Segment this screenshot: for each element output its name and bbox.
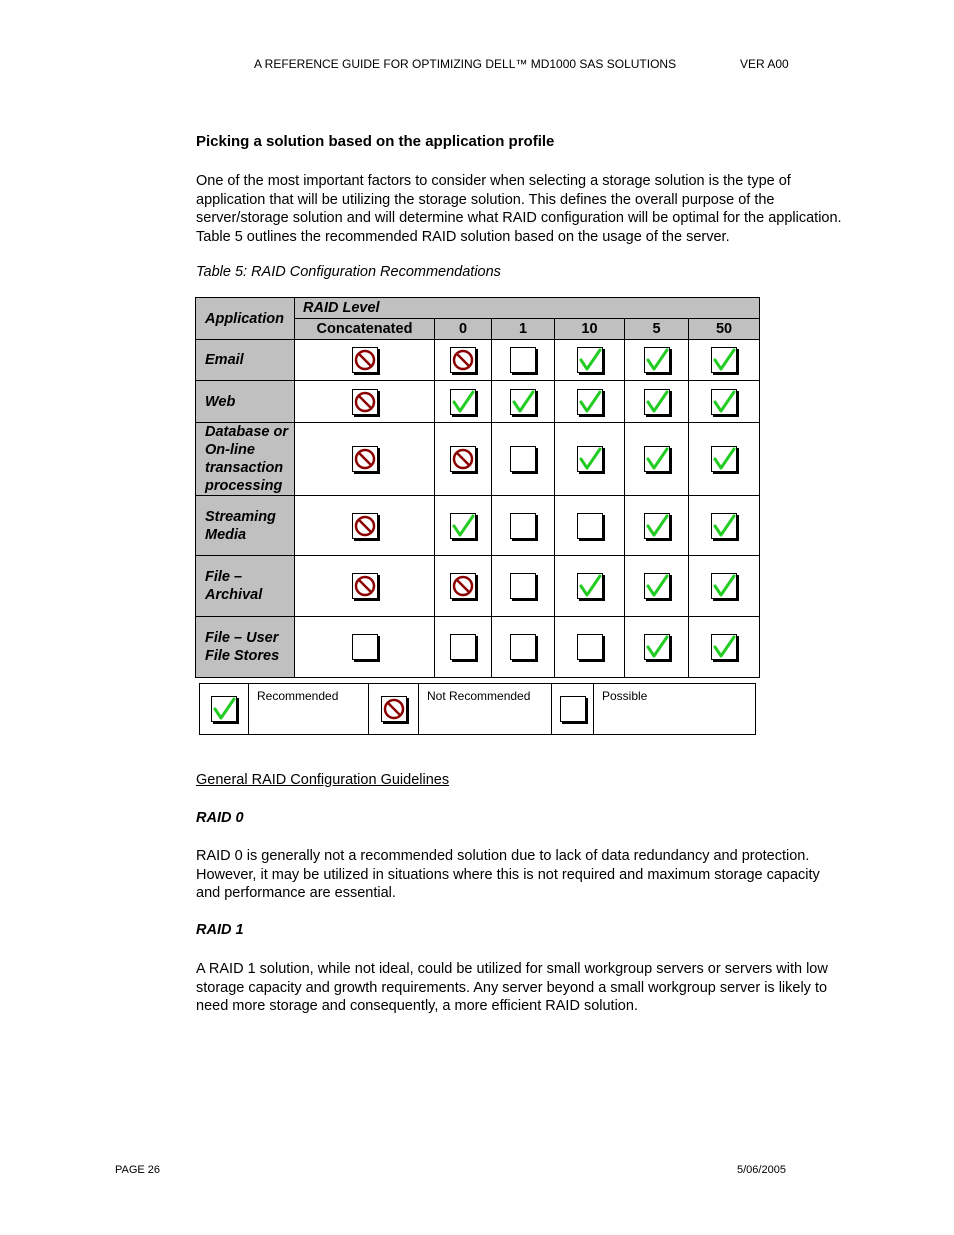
check-icon bbox=[711, 513, 737, 539]
cell-level-5 bbox=[625, 556, 689, 617]
raid1-paragraph: A RAID 1 solution, while not ideal, could be utilized for small workgroup servers or servers with low storage capacity and growth requirements. Any server beyond a small workgroup server is likely to need more storage and consequently, a more efficient RAID solution. bbox=[196, 961, 828, 1015]
check-icon bbox=[711, 573, 737, 599]
cell-level-5 bbox=[625, 496, 689, 556]
empty-box-icon bbox=[510, 446, 536, 472]
cell-level-5 bbox=[625, 381, 689, 423]
cell-level-concatenated bbox=[295, 617, 435, 678]
prohibit-icon bbox=[352, 389, 378, 415]
cell-level-1 bbox=[492, 617, 555, 678]
footer-date: 5/06/2005 bbox=[737, 1164, 786, 1176]
empty-box-icon bbox=[510, 573, 536, 599]
prohibit-icon bbox=[352, 347, 378, 373]
legend-possible-label: Possible bbox=[594, 684, 756, 735]
legend-not-recommended-label: Not Recommended bbox=[419, 684, 552, 735]
header-level-concatenated: Concatenated bbox=[295, 319, 435, 340]
running-header-version: VER A00 bbox=[740, 57, 789, 71]
check-icon bbox=[644, 513, 670, 539]
check-icon bbox=[211, 696, 237, 722]
empty-box-icon bbox=[450, 634, 476, 660]
cell-level-5 bbox=[625, 340, 689, 381]
application-name: Streaming Media bbox=[196, 496, 295, 556]
legend-possible-swatch bbox=[552, 684, 594, 735]
header-raid-level: RAID Level bbox=[295, 298, 760, 319]
cell-level-50 bbox=[689, 340, 760, 381]
cell-level-10 bbox=[555, 381, 625, 423]
empty-box-icon bbox=[510, 347, 536, 373]
table-row bbox=[196, 617, 760, 678]
header-level-1: 1 bbox=[492, 319, 555, 340]
table-row bbox=[196, 381, 760, 423]
cell-level-0 bbox=[435, 617, 492, 678]
cell-level-0 bbox=[435, 340, 492, 381]
cell-level-50 bbox=[689, 423, 760, 496]
cell-level-1 bbox=[492, 340, 555, 381]
legend-not-recommended-swatch bbox=[369, 684, 419, 735]
cell-level-1 bbox=[492, 496, 555, 556]
table-row bbox=[196, 496, 760, 556]
cell-level-50 bbox=[689, 496, 760, 556]
footer-page-number: PAGE 26 bbox=[115, 1164, 161, 1176]
cell-level-concatenated bbox=[295, 556, 435, 617]
prohibit-icon bbox=[352, 446, 378, 472]
cell-level-10 bbox=[555, 423, 625, 496]
cell-level-1 bbox=[492, 381, 555, 423]
cell-level-50 bbox=[689, 381, 760, 423]
cell-level-1 bbox=[492, 423, 555, 496]
check-icon bbox=[577, 389, 603, 415]
cell-level-5 bbox=[625, 423, 689, 496]
header-level-50: 50 bbox=[689, 319, 760, 340]
cell-level-10 bbox=[555, 496, 625, 556]
prohibit-icon bbox=[352, 513, 378, 539]
cell-level-1 bbox=[492, 556, 555, 617]
empty-box-icon bbox=[560, 696, 586, 722]
table-caption: Table 5: RAID Configuration Recommendations bbox=[196, 264, 501, 280]
check-icon bbox=[577, 347, 603, 373]
check-icon bbox=[450, 389, 476, 415]
cell-level-0 bbox=[435, 423, 492, 496]
empty-box-icon bbox=[577, 513, 603, 539]
prohibit-icon bbox=[352, 573, 378, 599]
check-icon bbox=[711, 389, 737, 415]
prohibit-icon bbox=[450, 573, 476, 599]
check-icon bbox=[577, 573, 603, 599]
empty-box-icon bbox=[352, 634, 378, 660]
check-icon bbox=[711, 446, 737, 472]
intro-paragraph: One of the most important factors to consider when selecting a storage solution is the type of application that will be utilizing the storage solution. This defines the overall purpose of the server/storage solution and will determine what RAID configuration will be optimal for the application. Table 5 outlines the recommended RAID solution based on the usage of the server. bbox=[196, 173, 842, 246]
running-header-title: A REFERENCE GUIDE FOR OPTIMIZING DELL™ MD1000 SAS SOLUTIONS bbox=[254, 57, 677, 71]
table-row bbox=[196, 423, 760, 496]
empty-box-icon bbox=[577, 634, 603, 660]
empty-box-icon bbox=[510, 513, 536, 539]
legend-recommended-label: Recommended bbox=[249, 684, 369, 735]
header-application: Application bbox=[196, 298, 295, 340]
check-icon bbox=[644, 634, 670, 660]
cell-level-10 bbox=[555, 617, 625, 678]
application-name: File – User File Stores bbox=[196, 617, 295, 678]
check-icon bbox=[644, 573, 670, 599]
guidelines-heading: General RAID Configuration Guidelines bbox=[196, 772, 450, 788]
cell-level-10 bbox=[555, 340, 625, 381]
raid0-heading: RAID 0 bbox=[196, 810, 244, 826]
cell-level-concatenated bbox=[295, 340, 435, 381]
check-icon bbox=[577, 446, 603, 472]
application-name: Database or On-line transaction processing bbox=[196, 423, 295, 496]
header-level-10: 10 bbox=[555, 319, 625, 340]
check-icon bbox=[644, 389, 670, 415]
section-title: Picking a solution based on the application profile bbox=[196, 133, 555, 150]
raid-recommendation-table bbox=[195, 297, 760, 678]
check-icon bbox=[644, 347, 670, 373]
empty-box-icon bbox=[510, 634, 536, 660]
check-icon bbox=[510, 389, 536, 415]
table-row bbox=[196, 340, 760, 381]
application-name: File – Archival bbox=[196, 556, 295, 617]
prohibit-icon bbox=[450, 347, 476, 373]
prohibit-icon bbox=[381, 696, 407, 722]
header-level-0: 0 bbox=[435, 319, 492, 340]
check-icon bbox=[711, 634, 737, 660]
application-name: Web bbox=[196, 381, 295, 423]
check-icon bbox=[711, 347, 737, 373]
cell-level-50 bbox=[689, 617, 760, 678]
cell-level-concatenated bbox=[295, 381, 435, 423]
cell-level-50 bbox=[689, 556, 760, 617]
table-row bbox=[196, 556, 760, 617]
prohibit-icon bbox=[450, 446, 476, 472]
cell-level-0 bbox=[435, 381, 492, 423]
cell-level-concatenated bbox=[295, 423, 435, 496]
cell-level-10 bbox=[555, 556, 625, 617]
check-icon bbox=[644, 446, 670, 472]
application-name: Email bbox=[196, 340, 295, 381]
raid0-paragraph: RAID 0 is generally not a recommended solution due to lack of data redundancy and protection. However, it may be utilized in situations where this is not required and maximum storage capacity and performance are essential. bbox=[196, 848, 820, 902]
legend-table bbox=[199, 683, 756, 735]
header-level-5: 5 bbox=[625, 319, 689, 340]
check-icon bbox=[450, 513, 476, 539]
cell-level-concatenated bbox=[295, 496, 435, 556]
raid1-heading: RAID 1 bbox=[196, 922, 244, 938]
legend-recommended-swatch bbox=[200, 684, 249, 735]
cell-level-0 bbox=[435, 496, 492, 556]
cell-level-5 bbox=[625, 617, 689, 678]
cell-level-0 bbox=[435, 556, 492, 617]
